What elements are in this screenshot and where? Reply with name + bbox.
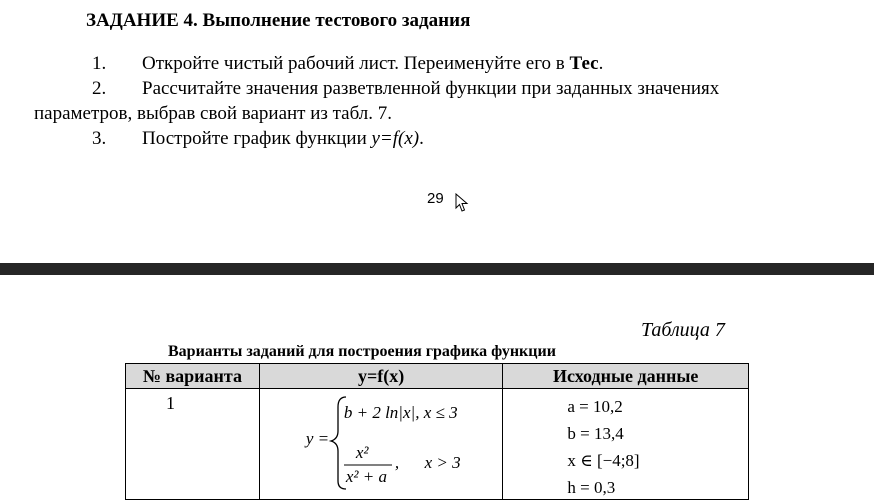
table-heading: Варианты заданий для построения графика функции [168,343,556,360]
column-header-initial-data: Исходные данные [503,364,749,389]
item-text: Откройте чистый рабочий лист. Переименуйте его в [142,53,570,74]
params-cell [503,389,749,500]
item-text: Постройте график функции [142,128,372,149]
page-divider [0,263,874,275]
variant-number: 1 [166,393,175,413]
column-header-variant: № варианта [126,364,260,389]
item-number: 1. [92,53,107,74]
formula-case-2-condition: , x > 3 [394,453,461,472]
param-h: h = 0,3 [567,478,616,497]
formula-case-1: b + 2 ln|x|, x ≤ 3 [343,403,458,422]
task-item-1: 1. Откройте чистый рабочий лист. Переименуйте его в Тес. [92,53,604,74]
task-item-2-continuation: параметров, выбрав свой вариант из табл. 7. [34,103,393,124]
formula-lhs: y = [305,429,330,448]
function-notation: y=f(x) [371,128,420,149]
column-header-function: y=f(x) [259,364,503,389]
table-caption: Таблица 7 [641,319,725,341]
page-number: 29 [427,190,444,207]
mouse-pointer-icon [455,193,469,213]
variant-cell [126,389,260,500]
param-x-range: x ∈ [−4;8] [567,451,640,470]
variants-table [125,363,749,500]
table-header-row [126,364,749,389]
item-number: 2. [92,78,107,99]
param-a: a = 10,2 [567,397,623,416]
task-title: ЗАДАНИЕ 4. Выполнение тестового задания [86,10,471,31]
task-item-3: 3. Постройте график функции y=f(x). [92,128,424,149]
formula-cell [259,389,503,500]
formula-case-2-numerator: x² [355,443,369,462]
sheet-name: Тес [569,53,599,74]
item-text: Рассчитайте значения разветвленной функции при заданных значениях [142,78,720,99]
formula-case-2-denominator: x² + a [345,467,387,486]
parameter-list [567,393,639,501]
table-row [126,389,749,500]
param-b: b = 13,4 [567,424,624,443]
item-number: 3. [92,128,107,149]
task-item-2 [92,78,719,100]
piecewise-formula [260,389,504,499]
